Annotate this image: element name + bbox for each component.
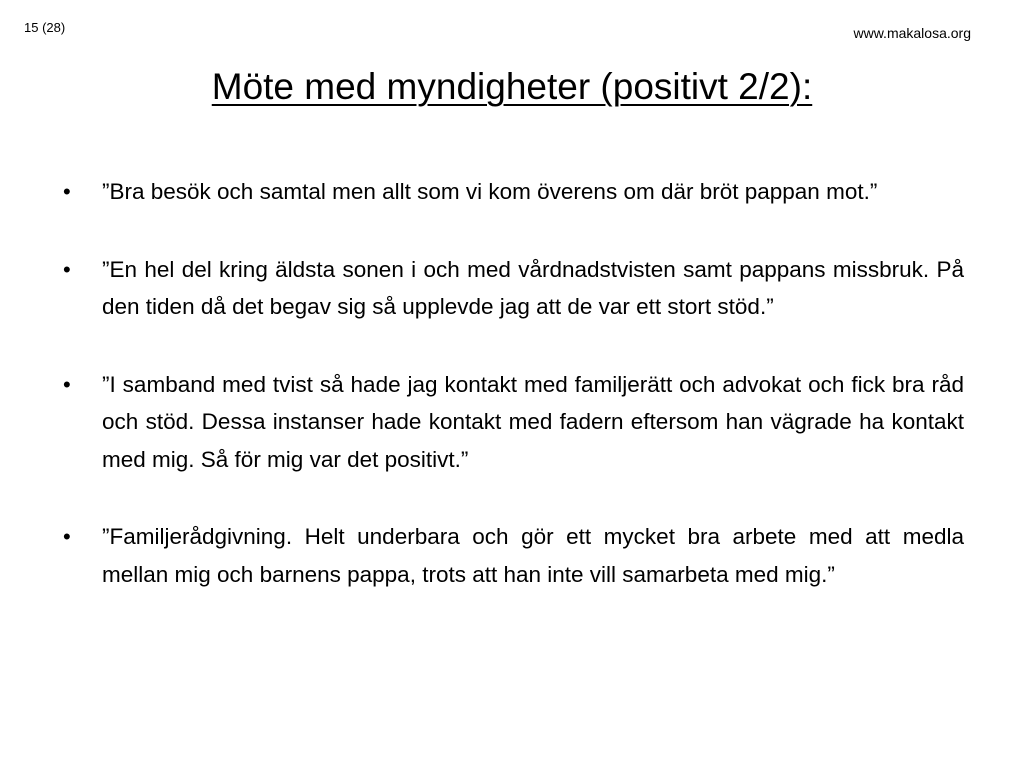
bullet-icon: • <box>63 256 71 282</box>
site-url: www.makalosa.org <box>853 25 971 41</box>
bullet-item-4 <box>63 518 964 593</box>
bullet-text-2: ”En hel del kring äldsta sonen i och med vårdnadstvisten samt pappans missbruk. På den tiden då det begav sig så upplevde jag att de var ett stort stöd.” <box>102 256 964 319</box>
bullet-icon: • <box>63 524 71 549</box>
bullet-icon: • <box>63 179 71 204</box>
bullet-item-2 <box>63 251 964 326</box>
bullet-icon: • <box>63 371 71 397</box>
bullet-item-3 <box>63 366 964 479</box>
slide-number: 15 (28) <box>24 20 66 35</box>
bullet-text-3: ”I samband med tvist så hade jag kontakt med familjerätt och advokat och fick bra råd och stöd. Dessa instanser hade kontakt med fadern eftersom han vägrade ha kontakt med mig. Så för mig var det positivt.” <box>102 371 964 472</box>
bullet-text-4: ”Familjerådgivning. Helt underbara och gör ett mycket bra arbete med att medla mellan mig och barnens pappa, trots att han inte vill samarbeta med mig.” <box>102 524 964 587</box>
bullet-text-1: ”Bra besök och samtal men allt som vi kom överens om där bröt pappan mot.” <box>102 179 878 204</box>
slide-title <box>0 62 1024 112</box>
bullet-item-1 <box>63 173 964 211</box>
bullet-list <box>0 173 1024 593</box>
slide-title-text: Möte med myndigheter (positivt 2/2): <box>211 66 813 107</box>
